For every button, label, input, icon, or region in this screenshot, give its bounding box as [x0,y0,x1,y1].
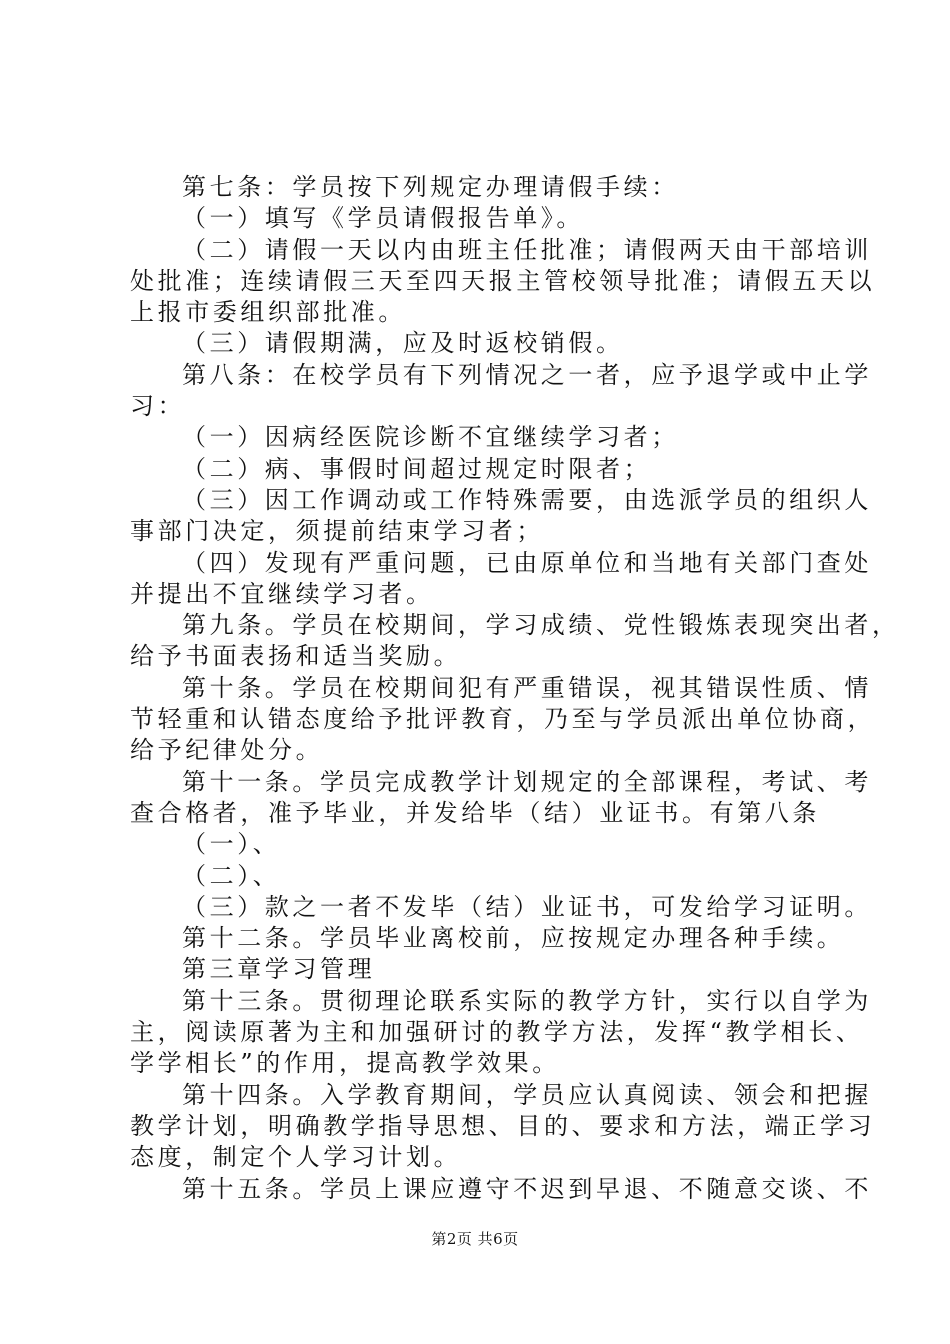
text-line: 主，阅读原著为主和加强研讨的教学方法，发挥“教学相长、 [130,1018,864,1047]
page-footer: 第2页 共6页 [431,1230,519,1248]
text-line: （一）因病经医院诊断不宜继续学习者； [182,423,679,452]
text-line: 第十三条。贯彻理论联系实际的教学方针，实行以自学为 [182,986,872,1015]
text-line: （三）因工作调动或工作特殊需要，由选派学员的组织人 [182,485,872,514]
text-line: 第八条：在校学员有下列情况之一者，应予退学或中止学 [182,360,872,389]
text-line: （二）请假一天以内由班主任批准；请假两天由干部培训 [182,235,872,264]
text-line: 习： [130,392,186,421]
text-line: 态度，制定个人学习计划。 [130,1143,462,1172]
text-line: 第十四条。入学教育期间，学员应认真阅读、领会和把握 [182,1080,872,1109]
text-line: 第九条。学员在校期间，学习成绩、党性锻炼表现突出者， [182,611,900,640]
text-line: 处批准；连续请假三天至四天报主管校领导批准；请假五天以 [130,266,876,295]
text-line: 第十二条。学员毕业离校前，应按规定办理各种手续。 [182,924,845,953]
text-line: 事部门决定，须提前结束学习者； [130,517,544,546]
text-line: 第七条：学员按下列规定办理请假手续： [182,173,679,201]
text-line: 第十一条。学员完成教学计划规定的全部课程，考试、考 [182,767,872,796]
text-line: 给予书面表扬和适当奖励。 [130,642,462,671]
text-line: 第十条。学员在校期间犯有严重错误，视其错误性质、情 [182,673,872,702]
text-line: 查合格者，准予毕业，并发给毕（结）业证书。有第八条 [130,798,820,827]
text-line: 第十五条。学员上课应遵守不迟到早退、不随意交谈、不 [182,1174,872,1203]
text-line: 第三章学习管理 [182,955,376,984]
text-line: 学学相长”的作用，提高教学效果。 [130,1049,560,1078]
text-line: 教学计划，明确教学指导思想、目的、要求和方法，端正学习 [130,1111,876,1140]
text-line: （二）、 [182,861,281,890]
text-line: 上报市委组织部批准。 [130,298,406,327]
text-line: （三）款之一者不发毕（结）业证书，可发给学习证明。 [182,892,872,921]
text-line: 并提出不宜继续学习者。 [130,579,434,608]
text-line: （四）发现有严重问题，已由原单位和当地有关部门查处 [182,548,872,577]
text-line: （三）请假期满，应及时返校销假。 [182,329,624,358]
text-line: 给予纪律处分。 [130,736,324,765]
document-body [130,172,900,1205]
text-line: （一）、 [182,830,281,859]
text-line: （一）填写《学员请假报告单》。 [182,204,584,233]
text-line: 节轻重和认错态度给予批评教育，乃至与学员派出单位协商， [130,705,876,734]
text-line: （二）病、事假时间超过规定时限者； [182,454,652,483]
